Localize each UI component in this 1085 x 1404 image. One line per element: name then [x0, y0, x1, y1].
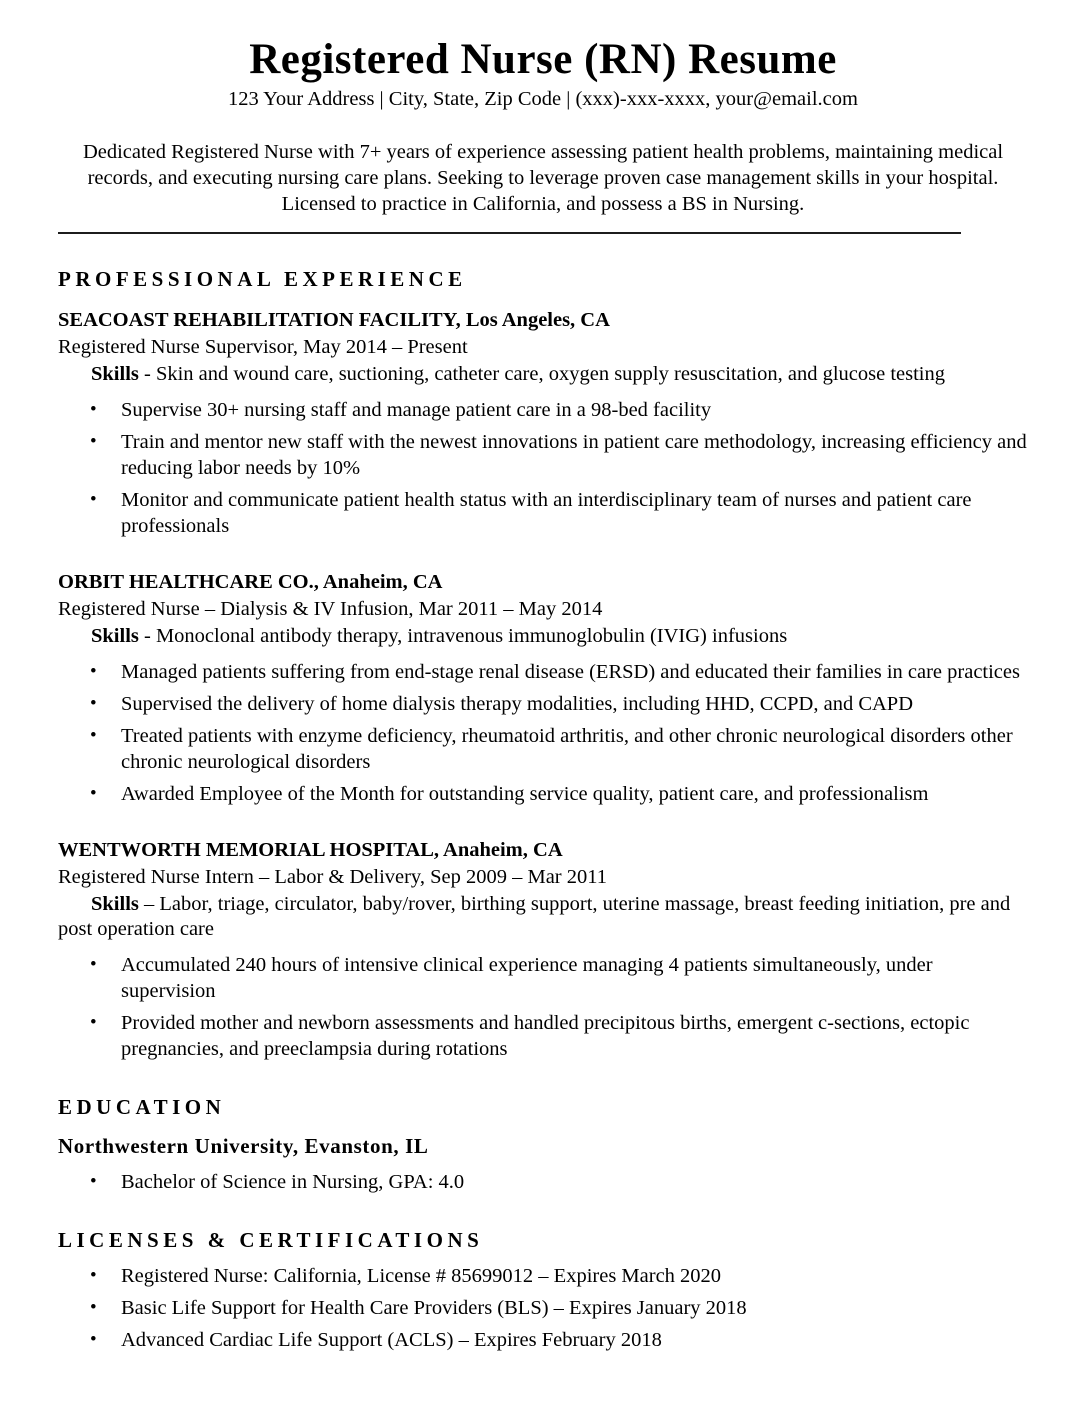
section-education — [58, 1095, 1028, 1195]
job-skills — [58, 624, 1028, 649]
licenses-heading: LICENSES & CERTIFICATIONS — [58, 1228, 484, 1253]
bullet-item: • Train and mentor new staff with the newest innovations in patient care methodology, increasing efficiency and reducing labor needs by 10% — [121, 429, 1028, 481]
education-heading: EDUCATION — [58, 1095, 226, 1120]
bullet-item: • Managed patients suffering from end-stage renal disease (ERSD) and educated their families in care practices — [121, 659, 1028, 685]
job-role: Registered Nurse Supervisor, May 2014 – Present — [58, 336, 468, 359]
bullet-item: • Registered Nurse: California, License # 85699012 – Expires March 2020 — [121, 1263, 1028, 1289]
bullet-item: • Supervised the delivery of home dialysis therapy modalities, including HHD, CCPD, and CAPD — [121, 691, 1028, 717]
job-role: Registered Nurse – Dialysis & IV Infusion, Mar 2011 – May 2014 — [58, 598, 603, 621]
contact-line: 123 Your Address | City, State, Zip Code | (xxx)-xxx-xxxx, your@email.com — [228, 88, 858, 111]
page-title: Registered Nurse (RN) Resume — [249, 36, 837, 83]
section-professional-experience — [58, 267, 1028, 1062]
bullet-item: • Supervise 30+ nursing staff and manage patient care in a 98-bed facility — [121, 397, 1028, 423]
resume-header — [58, 36, 1028, 234]
experience-heading: PROFESSIONAL EXPERIENCE — [58, 267, 467, 292]
job-entry-wentworth — [58, 838, 1028, 1062]
bullet-item: • Monitor and communicate patient health status with an interdisciplinary team of nurses and patient care professionals — [121, 487, 1028, 539]
job-skills — [58, 892, 1028, 942]
skills-text: – Labor, triage, circulator, baby/rover, birthing support, uterine massage, breast feeding initiation, pre and post operation care — [58, 893, 1011, 941]
job-bullet-list — [58, 397, 1028, 539]
summary-paragraph: Dedicated Registered Nurse with 7+ years of experience assessing patient health problems, maintaining medical records, and executing nursing care plans. Seeking to leverage proven case management skills in your hospital. Licensed to practice in California, and possess a BS in Nursing. — [82, 141, 1004, 216]
header-divider — [58, 232, 961, 234]
skills-text: - Monoclonal antibody therapy, intravenous immunoglobulin (IVIG) infusions — [138, 625, 788, 648]
education-bullet-list — [58, 1169, 1028, 1195]
bullet-item: • Provided mother and newborn assessments and handled precipitous births, emergent c-sections, ectopic pregnancies, and preeclampsia during rotations — [121, 1010, 1028, 1062]
licenses-bullet-list — [58, 1263, 1028, 1353]
bullet-item: • Basic Life Support for Health Care Providers (BLS) – Expires January 2018 — [121, 1295, 1028, 1321]
job-bullet-list — [58, 952, 1028, 1062]
section-licenses-certifications — [58, 1228, 1028, 1353]
bullet-item: • Accumulated 240 hours of intensive clinical experience managing 4 patients simultaneously, under supervision — [121, 952, 1028, 1004]
bullet-item: • Advanced Cardiac Life Support (ACLS) – Expires February 2018 — [121, 1327, 1028, 1353]
company-name: WENTWORTH MEMORIAL HOSPITAL, Anaheim, CA — [58, 839, 563, 862]
bullet-item: • Treated patients with enzyme deficiency, rheumatoid arthritis, and other chronic neurological disorders other chronic neurological disorders — [121, 723, 1028, 775]
bullet-item: • Awarded Employee of the Month for outstanding service quality, patient care, and professionalism — [121, 781, 1028, 807]
skills-label: Skills — [91, 363, 139, 386]
job-bullet-list — [58, 659, 1028, 807]
job-entry-orbit — [58, 570, 1028, 807]
bullet-item: • Bachelor of Science in Nursing, GPA: 4.0 — [121, 1169, 1028, 1195]
skills-label: Skills — [91, 893, 139, 916]
job-entry-seacoast — [58, 308, 1028, 539]
company-name: SEACOAST REHABILITATION FACILITY, Los Angeles, CA — [58, 309, 610, 332]
job-skills — [58, 362, 1028, 387]
skills-text: - Skin and wound care, suctioning, catheter care, oxygen supply resuscitation, and glucose testing — [138, 363, 945, 386]
company-name: ORBIT HEALTHCARE CO., Anaheim, CA — [58, 571, 443, 594]
skills-label: Skills — [91, 625, 139, 648]
school-name: Northwestern University, Evanston, IL — [58, 1134, 429, 1159]
job-role: Registered Nurse Intern – Labor & Delivery, Sep 2009 – Mar 2011 — [58, 866, 607, 889]
